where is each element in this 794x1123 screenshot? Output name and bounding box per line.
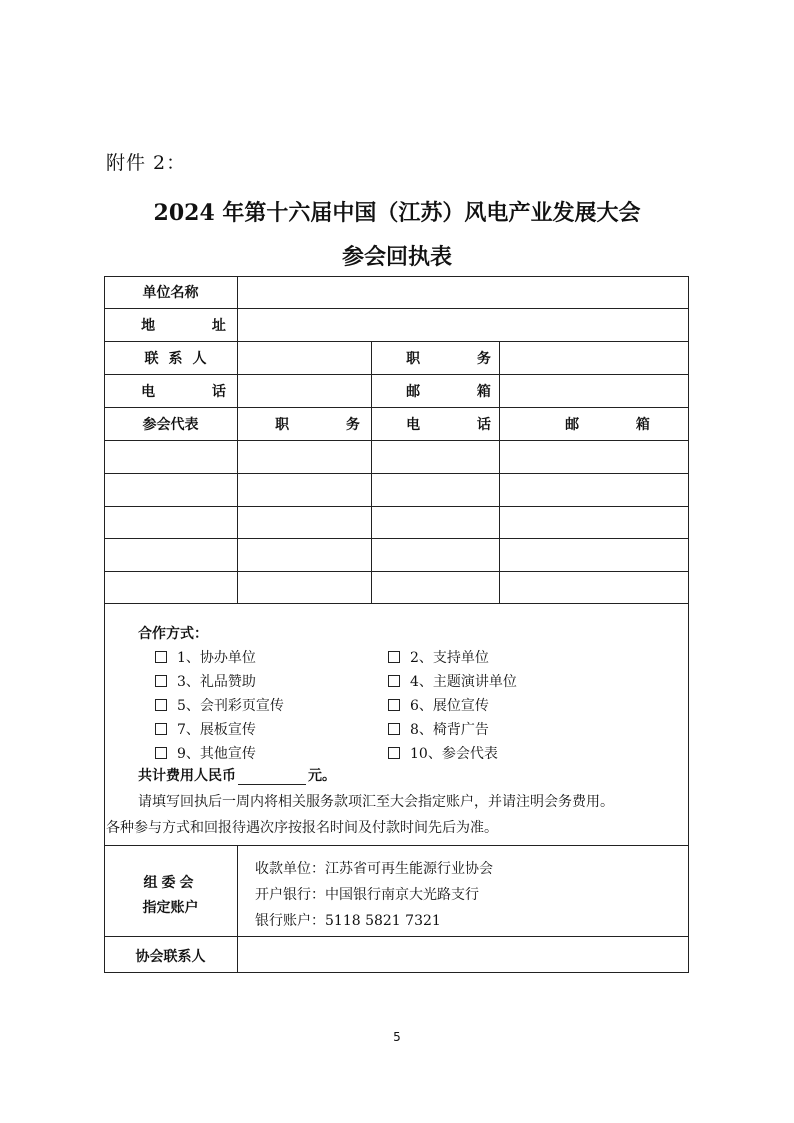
priority-note: 各种参与方式和回报待遇次序按报名时间及付款时间先后为准。 [106, 820, 498, 836]
address-label: 地 址 [141, 317, 252, 334]
delegate-header-phone: 电 话 [406, 416, 517, 433]
email-field[interactable] [500, 375, 689, 407]
page-number: 5 [393, 1030, 401, 1044]
total-fee-blank[interactable] [238, 768, 306, 785]
checkbox[interactable] [155, 699, 167, 711]
account-number: 银行账户：5118 5821 7321 [255, 913, 441, 929]
checkbox[interactable] [388, 651, 400, 663]
option-10[interactable]: 10、参会代表 [388, 743, 498, 763]
document-subtitle: 参会回执表 [341, 244, 452, 270]
option-1[interactable]: 1、协办单位 [155, 647, 256, 667]
org-committee-label: 组委会 [143, 875, 198, 891]
option-2[interactable]: 2、支持单位 [388, 647, 489, 667]
unit-name-field[interactable] [238, 276, 689, 308]
grid-line [104, 845, 689, 846]
designated-account-label: 指定账户 [142, 900, 199, 916]
email-label: 邮 箱 [406, 383, 517, 400]
address-field[interactable] [238, 309, 689, 341]
option-9[interactable]: 9、其他宣传 [155, 743, 256, 763]
association-contact-field[interactable] [238, 937, 689, 972]
phone-label: 电 话 [141, 383, 252, 400]
option-5[interactable]: 5、会刊彩页宣传 [155, 695, 284, 715]
total-fee: 共计费用人民币 元。 [138, 768, 336, 784]
position-field[interactable] [500, 342, 689, 374]
grid-line [104, 538, 689, 539]
unit-name-label: 单位名称 [142, 285, 199, 301]
delegate-header-email: 邮 箱 [565, 416, 676, 433]
contact-label: 联系人 [144, 350, 217, 367]
position-label: 职 务 [406, 350, 517, 367]
payee: 收款单位：江苏省可再生能源行业协会 [255, 861, 493, 877]
attachment-label: 附件 2： [106, 152, 187, 174]
checkbox[interactable] [388, 723, 400, 735]
grid-line [104, 440, 689, 441]
grid-line [104, 506, 689, 507]
grid-line [104, 603, 689, 604]
checkbox[interactable] [155, 747, 167, 759]
checkbox[interactable] [155, 675, 167, 687]
checkbox[interactable] [388, 699, 400, 711]
grid-line [104, 473, 689, 474]
grid-line [104, 571, 689, 572]
cooperation-label: 合作方式： [138, 626, 208, 642]
checkbox[interactable] [388, 747, 400, 759]
checkbox[interactable] [155, 651, 167, 663]
delegate-header-name: 参会代表 [142, 416, 199, 433]
contact-field[interactable] [238, 342, 371, 374]
payment-note: 请填写回执后一周内将相关服务款项汇至大会指定账户，并请注明会务费用。 [138, 794, 614, 810]
checkbox[interactable] [155, 723, 167, 735]
association-contact-label: 协会联系人 [135, 949, 206, 965]
option-8[interactable]: 8、椅背广告 [388, 719, 489, 739]
document-title: 2024 年第十六届中国（江苏）风电产业发展大会 [153, 200, 641, 226]
option-3[interactable]: 3、礼品赞助 [155, 671, 256, 691]
phone-field[interactable] [238, 375, 371, 407]
delegate-header-position: 职 务 [275, 416, 386, 433]
option-7[interactable]: 7、展板宣传 [155, 719, 256, 739]
bank-name: 开户银行：中国银行南京大光路支行 [255, 887, 479, 903]
option-6[interactable]: 6、展位宣传 [388, 695, 489, 715]
option-4[interactable]: 4、主题演讲单位 [388, 671, 517, 691]
checkbox[interactable] [388, 675, 400, 687]
